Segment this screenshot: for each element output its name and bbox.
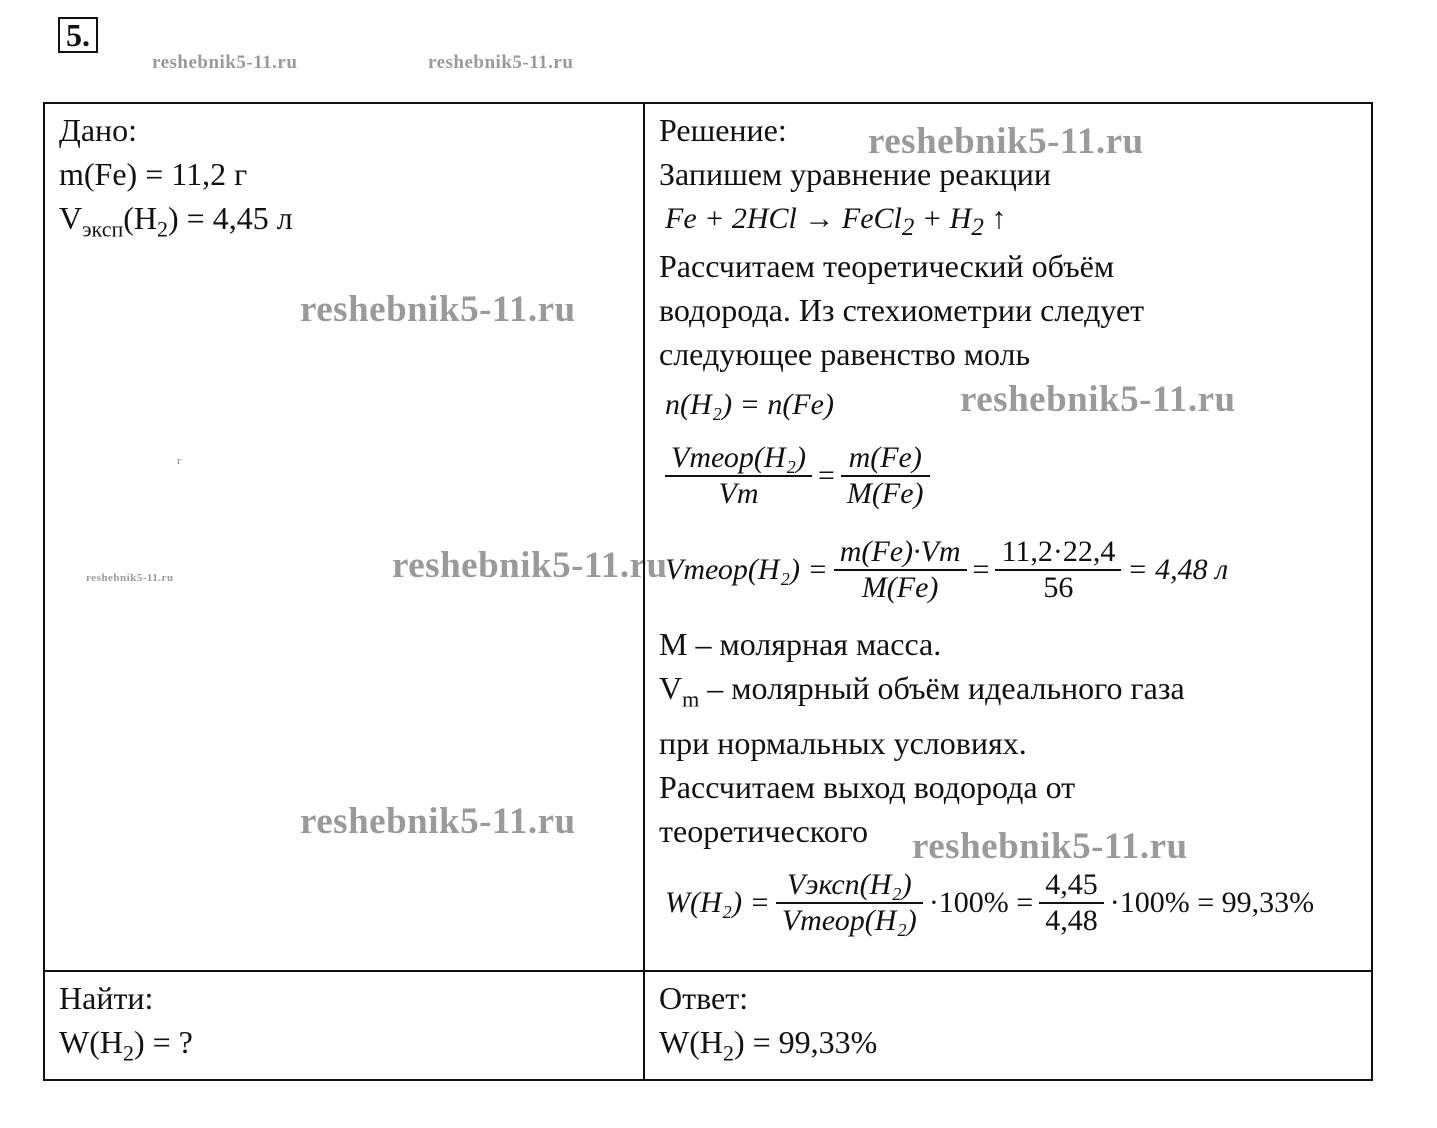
watermark-text: reshebnik5-11.ru — [868, 121, 1144, 162]
given-volume: $V_{эксп}(H_2) = 4,45$ л — [59, 200, 293, 242]
solution-cell — [644, 103, 1372, 971]
solution-text: теоретического — [659, 813, 869, 850]
given-label: Дано: — [59, 112, 138, 148]
watermark-text: reshebnik5-11.ru — [912, 826, 1188, 867]
solution-text: $V_m$ – молярный объём идеального газа — [659, 670, 1185, 712]
reaction-equation: Fe + 2HCl → FeCl$_2$ + $H_2$ ↑ — [665, 202, 1007, 241]
watermark-text: reshebnik5-11.ru — [392, 545, 668, 586]
solution-text: Запишем уравнение реакции — [659, 156, 1051, 192]
problem-number: 5. — [58, 17, 98, 53]
answer-cell — [644, 971, 1372, 1080]
solution-text: Рассчитаем теоретический объём — [659, 248, 1115, 284]
solution-label: Решение: — [659, 112, 787, 148]
volume-ratio-equation: $\frac{\text{Vтеор(H₂)}}{Vm}$ = $\frac{m(Fe)}{M(Fe)}$ — [665, 434, 1357, 518]
watermark-text: reshebnik5-11.ru — [300, 289, 576, 330]
solution-text: при нормальных условиях. — [659, 725, 1027, 762]
stray-character: г — [177, 455, 182, 467]
find-target: $W(H_2)$ = ? — [59, 1024, 193, 1066]
watermark-text: reshebnik5-11.ru — [960, 379, 1236, 420]
yield-equation: W(H₂) = $\frac{\text{Vэксп(H₂)}}{\text{Vтеор(H₂)}}$ ·100% = $\frac{4,45}{4,48}$ ·100% = 99,33% — [665, 868, 1315, 938]
find-cell — [44, 971, 644, 1080]
answer-value: $W(H_2) = 99,33\%$ — [659, 1024, 878, 1066]
solution-text: следующее равенство моль — [659, 336, 1031, 372]
watermark-text: reshebnik5-11.ru — [300, 801, 576, 842]
find-label: Найти: — [59, 980, 154, 1016]
watermark-text: reshebnik5-11.ru — [152, 52, 298, 73]
watermark-text: reshebnik5-11.ru — [86, 572, 174, 584]
solution-text: M – молярная масса. — [659, 626, 942, 662]
given-cell — [44, 103, 644, 971]
given-mass: m(Fe) = 11,2 г — [59, 156, 248, 192]
mole-equality: n(H₂) = n(Fe) — [665, 388, 834, 421]
watermark-text: reshebnik5-11.ru — [428, 52, 574, 73]
solution-table — [43, 102, 1373, 1081]
solution-text: водорода. Из стехиометрии следует — [659, 292, 1145, 328]
solution-text: Рассчитаем выход водорода от — [659, 769, 1076, 806]
answer-label: Ответ: — [659, 980, 749, 1016]
theoretical-volume-equation: Vтеор(H₂) = $\frac{m(Fe)\cdot Vm}{M(Fe)}$ = $\frac{11,2\cdot 22,4}{56}$ = 4,48 л — [665, 535, 1229, 604]
